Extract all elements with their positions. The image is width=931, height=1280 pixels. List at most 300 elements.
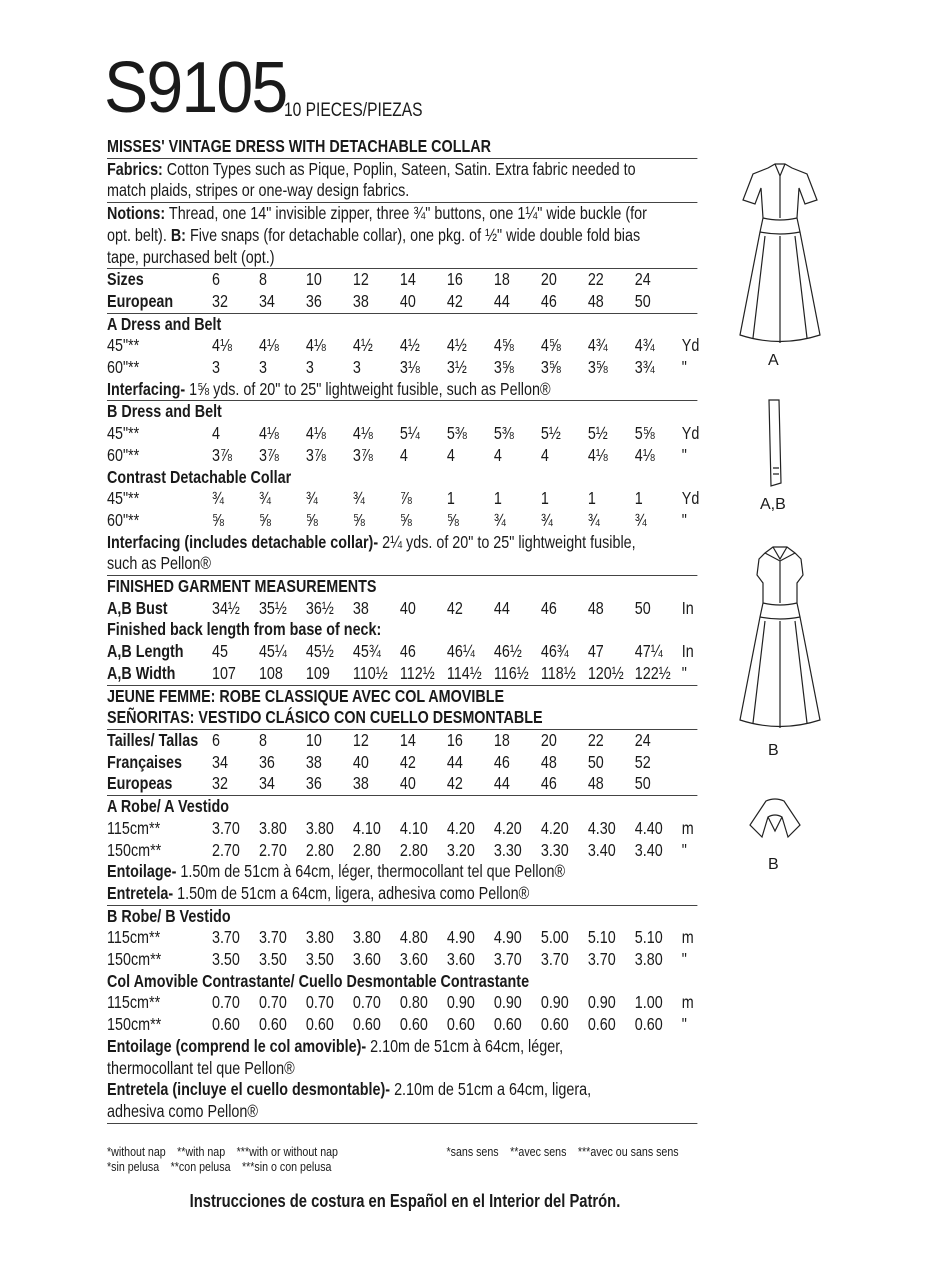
row-unit (682, 730, 715, 752)
row-value: 0.60 (634, 1014, 663, 1035)
row-unit: " (681, 1014, 687, 1035)
table-row (107, 641, 697, 663)
row-value: 3.70 (211, 817, 240, 838)
row-value: 0.90 (540, 992, 569, 1013)
row-value: 4⅛ (258, 423, 279, 444)
row-value: 0.90 (587, 992, 616, 1013)
table-row (107, 752, 697, 774)
row-value: 4⅛ (634, 444, 655, 465)
text-line (107, 379, 697, 401)
section-heading: B Dress and Belt (107, 401, 222, 422)
text-body: tape, purchased belt (opt.) (107, 246, 275, 267)
row-value: 4.10 (399, 817, 428, 838)
table-row (107, 488, 700, 510)
table-row (107, 949, 697, 971)
row-value: 3.20 (446, 839, 475, 860)
row-value: 22 (587, 729, 604, 750)
row-value: ¾ (493, 509, 506, 530)
row-value: 34 (258, 290, 275, 311)
row-value: 3⅝ (587, 357, 608, 378)
row-value: 110½ (352, 662, 388, 683)
spanish-instructions-note: Instrucciones de costura en Español en el Interior del Patrón. (189, 1191, 621, 1211)
row-value: 3.60 (446, 949, 475, 970)
row-value: 108 (258, 662, 283, 683)
row-value: 4⅛ (587, 444, 608, 465)
row-label: A,B Width (107, 662, 176, 683)
row-value: 5⅜ (446, 423, 467, 444)
row-value: 47 (587, 641, 604, 662)
row-value: 3.30 (493, 839, 522, 860)
footnote: *without nap (107, 1144, 166, 1159)
row-label: 150cm** (107, 839, 162, 860)
row-value: 6 (211, 269, 220, 290)
row-value: 2.70 (258, 839, 287, 860)
table-row (107, 992, 697, 1014)
row-value: 3.80 (634, 949, 663, 970)
row-value: 3 (258, 357, 267, 378)
row-value: 3½ (446, 357, 467, 378)
row-value: 1 (493, 488, 502, 509)
figure-label-b-collar: B (768, 856, 779, 873)
row-value: 34 (211, 751, 228, 772)
row-unit (682, 752, 715, 774)
footnotes-french (446, 1144, 690, 1159)
belt-collar-illustration (765, 398, 785, 488)
text-body: 1.50m de 51cm a 64cm, ligera, adhesiva como Pellon® (173, 882, 530, 903)
row-value: 46 (540, 773, 557, 794)
section-heading: JEUNE FEMME: ROBE CLASSIQUE AVEC COL AMOVIBLE (107, 685, 505, 706)
text-line (107, 180, 697, 202)
row-value: 3.40 (587, 839, 616, 860)
row-value: 34 (258, 773, 275, 794)
row-value: 10 (305, 729, 322, 750)
row-label: 115cm** (107, 992, 161, 1013)
row-label: 150cm** (107, 1014, 162, 1035)
row-value: 4.80 (399, 927, 428, 948)
row-value: 4¾ (587, 335, 608, 356)
text-line (107, 159, 697, 181)
row-value: 50 (634, 773, 651, 794)
row-value: 3.50 (211, 949, 240, 970)
row-value: ¾ (305, 488, 318, 509)
row-value: 44 (493, 773, 510, 794)
row-unit: " (681, 839, 687, 860)
section-heading: Finished back length from base of neck: (107, 619, 382, 640)
row-label: 150cm** (107, 949, 162, 970)
row-value: 120½ (587, 662, 624, 683)
table-row (107, 291, 697, 313)
row-value: 38 (352, 773, 369, 794)
text-lead: Entretela (incluye el cuello desmontable)- (107, 1079, 391, 1100)
dress-a-illustration (735, 160, 825, 350)
row-value: 107 (211, 662, 236, 683)
row-label: European (107, 290, 174, 311)
row-label: Sizes (107, 269, 144, 290)
row-value: 2.70 (211, 839, 240, 860)
row-value: 52 (634, 751, 651, 772)
text-lead: Interfacing- (107, 378, 186, 399)
row-value: 46¾ (540, 641, 569, 662)
table-row (107, 1014, 697, 1036)
row-value: 4 (211, 423, 220, 444)
text-line (107, 883, 697, 905)
row-value: 46 (493, 751, 510, 772)
row-value: 3 (352, 357, 361, 378)
row-value: 4 (540, 444, 549, 465)
row-value: 3⅞ (305, 444, 326, 465)
row-value: 116½ (493, 662, 529, 683)
row-value: 0.60 (211, 1014, 240, 1035)
row-value: 3.70 (258, 927, 287, 948)
row-label: 115cm** (107, 817, 161, 838)
row-value: 0.80 (399, 992, 428, 1013)
table-row (107, 927, 697, 949)
row-value: 48 (540, 751, 557, 772)
row-value: 4.20 (446, 817, 475, 838)
row-value: 3⅞ (352, 444, 373, 465)
row-unit: " (681, 357, 687, 378)
row-value: 4⅛ (305, 335, 326, 356)
row-value: 3.70 (587, 949, 616, 970)
footnote: **with nap (177, 1144, 226, 1159)
row-value: 20 (540, 269, 557, 290)
table-row (107, 269, 697, 291)
text-body: 1.50m de 51cm à 64cm, léger, thermocollant tel que Pellon® (176, 861, 566, 882)
text-body: Cotton Types such as Pique, Poplin, Sateen, Satin. Extra fabric needed to (162, 158, 636, 179)
row-value: 2.80 (352, 839, 381, 860)
text-lead: Notions: (107, 203, 166, 224)
row-value: 5.00 (540, 927, 569, 948)
footnotes-spanish (107, 1159, 697, 1174)
row-value: 3⅛ (399, 357, 420, 378)
row-value: 0.60 (493, 1014, 522, 1035)
row-value: ¾ (258, 488, 271, 509)
row-value: 18 (493, 729, 510, 750)
row-value: 1 (540, 488, 549, 509)
table-row (107, 730, 697, 752)
text-line (107, 1036, 697, 1058)
row-value: 32 (211, 773, 228, 794)
row-value: 24 (634, 729, 651, 750)
section-heading: Contrast Detachable Collar (107, 466, 292, 487)
row-value: 3 (305, 357, 314, 378)
row-value: 3.80 (258, 817, 287, 838)
row-value: 36 (305, 773, 322, 794)
row-value: 4½ (399, 335, 420, 356)
row-value: 3.70 (211, 927, 240, 948)
row-value: 1 (587, 488, 596, 509)
row-value: 0.90 (493, 992, 522, 1013)
row-value: 50 (634, 597, 651, 618)
row-unit: " (681, 444, 687, 465)
detachable-collar-illustration (748, 797, 803, 842)
row-value: 46¼ (446, 641, 475, 662)
row-label: 45"** (107, 488, 140, 509)
text-lead: Entretela- (107, 882, 174, 903)
row-value: 14 (399, 729, 416, 750)
row-value: ⅝ (352, 509, 365, 530)
row-label: A,B Bust (107, 597, 168, 618)
row-value: 46 (540, 597, 557, 618)
row-value: 18 (493, 269, 510, 290)
text-line (107, 1101, 697, 1123)
text-lead: Interfacing (includes detachable collar)- (107, 531, 379, 552)
footnote: ***with or without nap (236, 1144, 338, 1159)
divider (107, 1123, 697, 1124)
row-value: 122½ (634, 662, 671, 683)
row-value: 50 (634, 290, 651, 311)
row-value: 22 (587, 269, 604, 290)
text-body: 2.10m de 51cm à 64cm, léger, (366, 1035, 564, 1056)
row-value: 4 (446, 444, 455, 465)
table-row (107, 773, 697, 795)
row-value: 1.00 (634, 992, 663, 1013)
row-value: 8 (258, 729, 267, 750)
row-label: Françaises (107, 751, 182, 772)
section-heading: MISSES' VINTAGE DRESS WITH DETACHABLE COLLAR (107, 136, 491, 156)
row-value: 3.80 (352, 927, 381, 948)
row-value: 0.70 (258, 992, 287, 1013)
table-row (107, 445, 697, 467)
row-value: 4.30 (587, 817, 616, 838)
row-value: 40 (352, 751, 369, 772)
row-unit: Yd (681, 423, 700, 444)
section-heading: B Robe/ B Vestido (107, 905, 231, 926)
row-value: 3.40 (634, 839, 663, 860)
row-value: 3.70 (493, 949, 522, 970)
row-value: 46 (399, 641, 416, 662)
text-line (107, 1058, 697, 1080)
text-body: thermocollant tel que Pellon® (107, 1057, 295, 1078)
row-label: 60"** (107, 509, 140, 530)
table-row (107, 663, 697, 685)
row-unit: " (681, 949, 687, 970)
table-row (107, 423, 700, 445)
row-value: ⅝ (305, 509, 318, 530)
row-label: 60"** (107, 357, 140, 378)
row-value: 42 (399, 751, 416, 772)
row-value: ⅝ (399, 509, 412, 530)
row-value: 50 (587, 751, 604, 772)
row-value: 44 (493, 597, 510, 618)
row-value: 42 (446, 597, 463, 618)
row-value: 4.20 (540, 817, 569, 838)
pieces-count: 10 PIECES/PIEZAS (284, 100, 423, 121)
row-unit (682, 773, 715, 795)
row-value: 2.80 (399, 839, 428, 860)
row-value: 40 (399, 290, 416, 311)
row-value: 38 (305, 751, 322, 772)
row-value: 32 (211, 290, 228, 311)
text-body: Five snaps (for detachable collar), one pkg. of ½" wide double fold bias (185, 224, 641, 245)
row-value: 3.50 (305, 949, 334, 970)
row-unit: In (681, 641, 694, 662)
row-value: 6 (211, 729, 220, 750)
row-value: 16 (446, 729, 463, 750)
row-value: 47¼ (634, 641, 663, 662)
figure-label-ab: A,B (760, 496, 786, 513)
row-value: 3⅝ (493, 357, 514, 378)
row-value: 4½ (352, 335, 373, 356)
row-value: 4.90 (446, 927, 475, 948)
row-unit: Yd (681, 488, 700, 509)
row-value: 4.90 (493, 927, 522, 948)
text-line (107, 225, 697, 247)
row-value: 45¾ (352, 641, 381, 662)
row-value: 114½ (446, 662, 482, 683)
row-value: 0.60 (258, 1014, 287, 1035)
row-value: 48 (587, 773, 604, 794)
row-unit (682, 269, 715, 291)
row-value: ⅝ (446, 509, 459, 530)
row-value: 45½ (305, 641, 334, 662)
text-line (107, 553, 697, 575)
text-lead: B: (170, 224, 186, 245)
row-value: 112½ (399, 662, 435, 683)
row-value: 3¾ (634, 357, 655, 378)
table-row (107, 818, 697, 840)
row-value: 4 (399, 444, 408, 465)
row-value: 38 (352, 290, 369, 311)
row-value: 5¼ (399, 423, 420, 444)
footnotes (107, 1144, 697, 1174)
row-value: 4½ (446, 335, 467, 356)
footnote: *sans sens (446, 1144, 499, 1159)
pattern-number: S9105 (104, 48, 287, 128)
row-value: 3⅝ (540, 357, 561, 378)
row-value: 4⅛ (211, 335, 232, 356)
text-body: match plaids, stripes or one-way design fabrics. (107, 180, 410, 201)
section-heading: Col Amovible Contrastante/ Cuello Desmontable Contrastante (107, 970, 530, 991)
text-body: 2.10m de 51cm a 64cm, ligera, (390, 1079, 592, 1100)
row-value: 44 (446, 751, 463, 772)
row-value: 36 (258, 751, 275, 772)
row-value: 42 (446, 290, 463, 311)
dress-b-illustration (735, 545, 825, 735)
row-label: 60"** (107, 444, 140, 465)
text-lead: Entoilage (comprend le col amovible)- (107, 1035, 367, 1056)
row-value: 45¼ (258, 641, 287, 662)
row-value: 4⅛ (352, 423, 373, 444)
row-value: 34½ (211, 597, 240, 618)
row-label: Tailles/ Tallas (107, 729, 199, 750)
text-body: opt. belt). (107, 224, 171, 245)
row-value: 4 (493, 444, 502, 465)
row-value: 0.60 (305, 1014, 334, 1035)
row-unit: In (681, 597, 694, 618)
row-value: 4⅝ (540, 335, 561, 356)
footnote: ***avec ou sans sens (577, 1144, 679, 1159)
row-value: 3⅞ (258, 444, 279, 465)
row-value: 10 (305, 269, 322, 290)
row-value: 4.20 (493, 817, 522, 838)
text-line (107, 1079, 697, 1101)
row-value: 4¾ (634, 335, 655, 356)
pattern-chart (107, 136, 700, 1124)
row-value: 45 (211, 641, 228, 662)
text-body: 2¼ yds. of 20" to 25" lightweight fusible, (378, 531, 636, 552)
row-value: 2.80 (305, 839, 334, 860)
footnote: **con pelusa (170, 1159, 231, 1174)
row-value: ⅝ (211, 509, 224, 530)
row-value: 42 (446, 773, 463, 794)
row-value: 0.60 (540, 1014, 569, 1035)
row-value: 4.40 (634, 817, 663, 838)
row-value: 40 (399, 773, 416, 794)
row-unit: " (681, 662, 687, 683)
table-row (107, 335, 700, 357)
section-heading: SEÑORITAS: VESTIDO CLÁSICO CON CUELLO DESMONTABLE (107, 707, 543, 728)
row-value: 4⅛ (258, 335, 279, 356)
row-unit: " (681, 509, 687, 530)
row-value: ¾ (352, 488, 365, 509)
row-value: 1 (634, 488, 643, 509)
row-value: 24 (634, 269, 651, 290)
row-value: 12 (352, 269, 369, 290)
row-unit: m (681, 927, 694, 948)
row-value: ⅞ (399, 488, 412, 509)
row-value: 4⅝ (493, 335, 514, 356)
text-lead: Fabrics: (107, 158, 163, 179)
row-value: 5½ (540, 423, 561, 444)
row-value: 14 (399, 269, 416, 290)
section-heading: A Robe/ A Vestido (107, 796, 230, 817)
footnote: **avec sens (510, 1144, 567, 1159)
row-value: 3.70 (540, 949, 569, 970)
row-value: 36½ (305, 597, 334, 618)
text-line (107, 532, 697, 554)
table-row (107, 510, 697, 532)
section-heading: FINISHED GARMENT MEASUREMENTS (107, 576, 377, 597)
row-value: 44 (493, 290, 510, 311)
row-value: 5.10 (634, 927, 663, 948)
row-value: 4.10 (352, 817, 381, 838)
row-value: 36 (305, 290, 322, 311)
row-value: 4⅛ (305, 423, 326, 444)
text-line (107, 203, 697, 225)
row-label: A,B Length (107, 641, 184, 662)
section-heading: A Dress and Belt (107, 313, 222, 334)
text-body: 1⅝ yds. of 20" to 25" lightweight fusible, such as Pellon® (185, 378, 551, 399)
row-value: 0.60 (587, 1014, 616, 1035)
text-body: such as Pellon® (107, 553, 211, 574)
row-value: 12 (352, 729, 369, 750)
row-value: 38 (352, 597, 369, 618)
row-value: 48 (587, 597, 604, 618)
row-value: 118½ (540, 662, 576, 683)
row-value: 3⅞ (211, 444, 232, 465)
row-value: 0.60 (446, 1014, 475, 1035)
row-value: ¾ (540, 509, 553, 530)
row-value: ¾ (634, 509, 647, 530)
row-value: 8 (258, 269, 267, 290)
table-row (107, 357, 697, 379)
row-value: 0.90 (446, 992, 475, 1013)
row-value: 3.30 (540, 839, 569, 860)
row-unit: m (681, 817, 694, 838)
row-value: 48 (587, 290, 604, 311)
row-value: 1 (446, 488, 455, 509)
row-value: 3.80 (305, 817, 334, 838)
table-row (107, 840, 697, 862)
text-body: adhesiva como Pellon® (107, 1100, 258, 1121)
row-value: 3 (211, 357, 220, 378)
row-value: 3.60 (352, 949, 381, 970)
row-value: 0.70 (352, 992, 381, 1013)
row-value: 109 (305, 662, 330, 683)
row-value: 0.70 (305, 992, 334, 1013)
row-value: 0.60 (352, 1014, 381, 1035)
